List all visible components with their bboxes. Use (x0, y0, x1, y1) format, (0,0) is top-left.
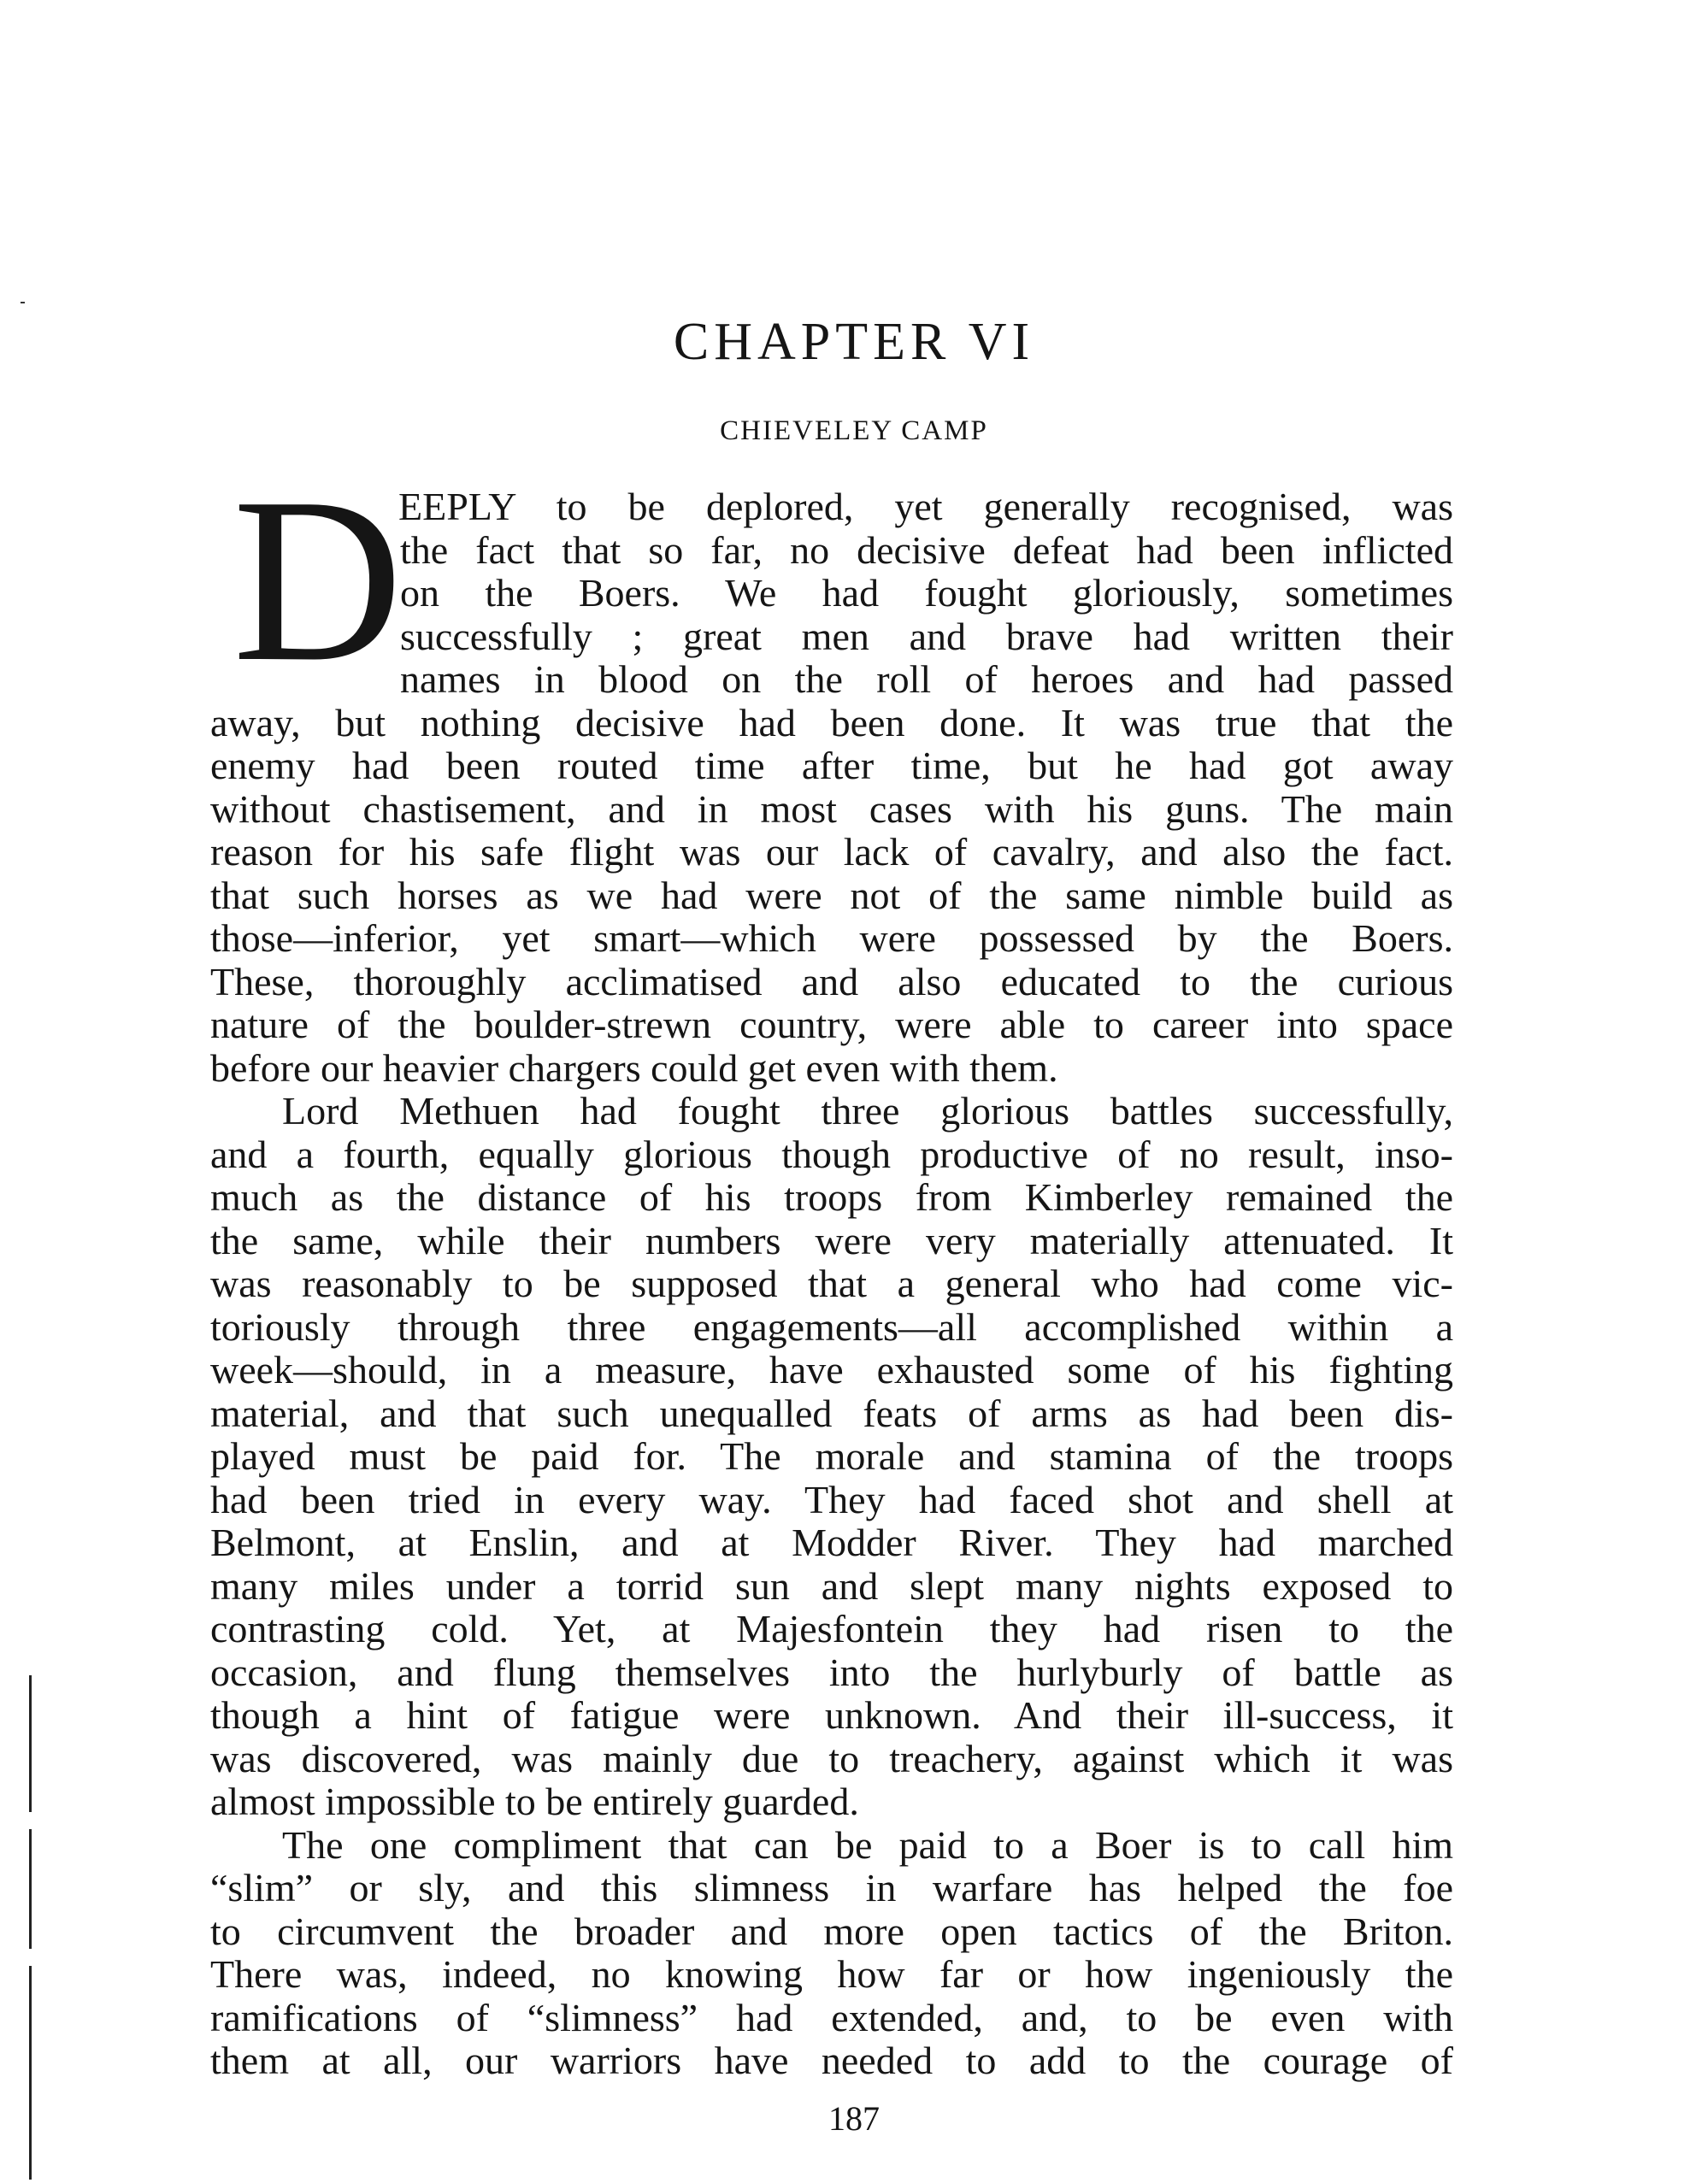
text-line: had been tried in every way. They had faced shot and shell at (210, 1477, 1453, 1521)
text-line: much as the distance of his troops from Kimberley remained the (210, 1175, 1453, 1219)
text-line: before our heavier chargers could get even with them. (210, 1045, 1058, 1090)
text-line: played must be paid for. The morale and stamina of the troops (210, 1434, 1453, 1478)
text-line: them at all, our warriors have needed to add to the courage of (210, 2039, 1453, 2082)
text-line: These, thoroughly acclimatised and also educated to the curious (210, 959, 1453, 1003)
text-line: was discovered, was mainly due to treachery, against which it was (210, 1736, 1453, 1780)
text-line: was reasonably to be supposed that a general who had come vic- (210, 1262, 1453, 1305)
text-line: without chastisement, and in most cases with his guns. The main (210, 786, 1453, 831)
text-line: week—should, in a measure, have exhausted some of his fighting (210, 1348, 1453, 1392)
text-line: successfully ; great men and brave had written their (400, 614, 1453, 658)
text-line: to circumvent the broader and more open tactics of the Briton. (210, 1909, 1453, 1953)
drop-cap: D (233, 449, 403, 710)
text-line: on the Boers. We had fought gloriously, sometimes (400, 571, 1453, 615)
text-line: those—inferior, yet smart—which were possessed by the Boers. (210, 916, 1453, 960)
text-line: “slim” or sly, and this slimness in warfare has helped the foe (210, 1866, 1453, 1909)
page-speck (21, 302, 25, 303)
text-line: The one compliment that can be paid to a Boer is to call him (282, 1822, 1453, 1867)
text-line: the same, while their numbers were very materially attenuated. It (210, 1218, 1453, 1262)
text-line: reason for his safe flight was our lack of cavalry, and also the fact. (210, 830, 1453, 874)
text-line: almost impossible to be entirely guarded. (210, 1780, 859, 1823)
text-line: toriously through three engagements—all accomplished within a (210, 1304, 1453, 1349)
text-line: away, but nothing decisive had been done. It was true that the (210, 700, 1453, 744)
margin-scan-line (29, 1966, 32, 2180)
text-line: contrasting cold. Yet, at Majesfontein they had risen to the (210, 1607, 1453, 1650)
text-line: EEPLY to be deplored, yet generally recognised, was (398, 485, 1453, 528)
margin-scan-line (29, 1675, 32, 1812)
chapter-title: CHAPTER VI (673, 313, 1035, 371)
page-number: 187 (828, 2099, 880, 2138)
text-line: nature of the boulder-strewn country, were able to career into space (210, 1003, 1453, 1046)
text-line: enemy had been routed time after time, but he had got away (210, 744, 1453, 787)
text-line: that such horses as we had were not of the same nimble build as (210, 873, 1453, 917)
text-line: material, and that such unequalled feats of arms as had been dis- (210, 1391, 1453, 1435)
text-line: though a hint of fatigue were unknown. And their ill-success, it (210, 1693, 1453, 1737)
text-line: names in blood on the roll of heroes and had passed (400, 657, 1453, 701)
text-line: ramifications of “slimness” had extended, and, to be even with (210, 1995, 1453, 2039)
text-line: There was, indeed, no knowing how far or how ingeniously the (210, 1952, 1453, 1996)
margin-scan-line (29, 1829, 32, 1949)
text-line: many miles under a torrid sun and slept many nights exposed to (210, 1563, 1453, 1608)
text-line: occasion, and flung themselves into the hurlyburly of battle as (210, 1650, 1453, 1694)
text-line: the fact that so far, no decisive defeat had been inflicted (400, 527, 1453, 572)
chapter-subtitle: CHIEVELEY CAMP (720, 415, 988, 446)
text-line: Lord Methuen had fought three glorious battles successfully, (282, 1089, 1453, 1133)
text-line: Belmont, at Enslin, and at Modder River. They had marched (210, 1521, 1453, 1564)
body-text (210, 485, 1453, 2083)
text-line: and a fourth, equally glorious though productive of no result, inso- (210, 1132, 1453, 1176)
